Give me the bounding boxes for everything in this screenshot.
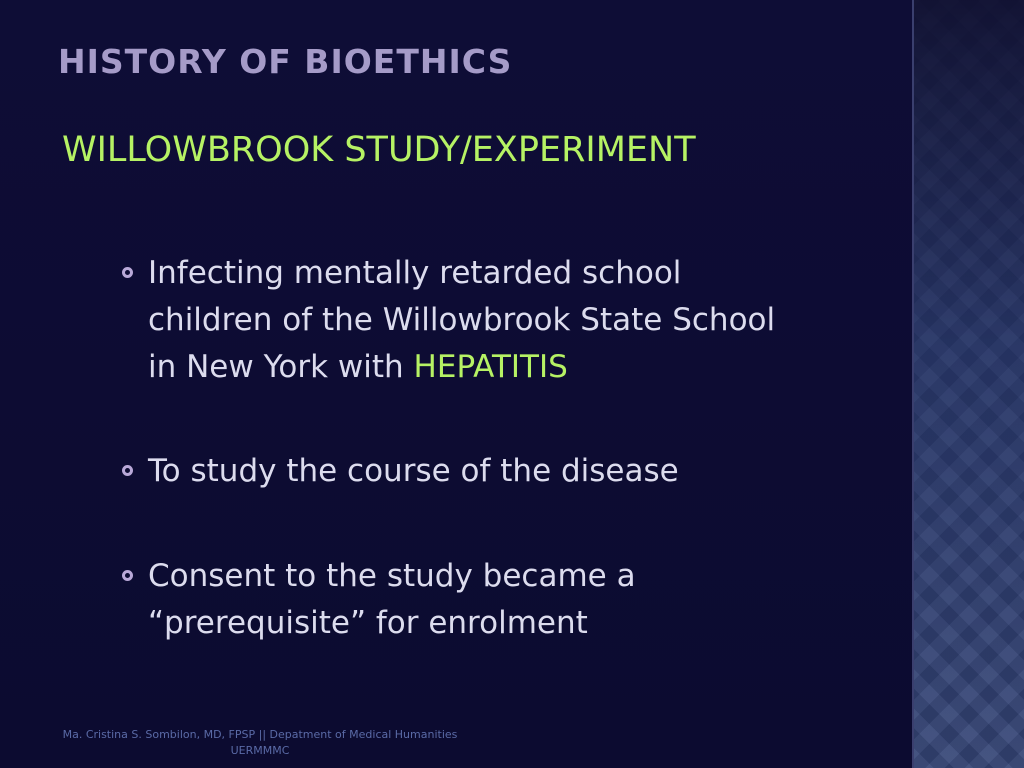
bullet-item: [118, 250, 808, 391]
bullet-text: To study the course of the disease: [148, 453, 679, 489]
bullet-item: [118, 553, 808, 647]
slide-subtitle: WILLOWBROOK STUDY/EXPERIMENT: [62, 130, 696, 170]
bullet-text: Infecting mentally retarded school children of the Willowbrook State School in New York with: [148, 255, 776, 385]
slide-title: HISTORY OF BIOETHICS: [58, 42, 513, 81]
bullet-text: Consent to the study became a “prerequisite” for enrolment: [148, 558, 636, 641]
bullet-list: [118, 250, 808, 647]
decorative-side-panel: [912, 0, 1024, 768]
bullet-circle-icon: [122, 267, 133, 278]
slide-footer: Ma. Cristina S. Sombilon, MD, FPSP || Depatment of Medical Humanities UERMMMC: [62, 728, 458, 757]
bullet-circle-icon: [122, 465, 133, 476]
bullet-item: [118, 448, 808, 495]
bullet-circle-icon: [122, 570, 133, 581]
bullet-highlight: HEPATITIS: [413, 349, 568, 385]
